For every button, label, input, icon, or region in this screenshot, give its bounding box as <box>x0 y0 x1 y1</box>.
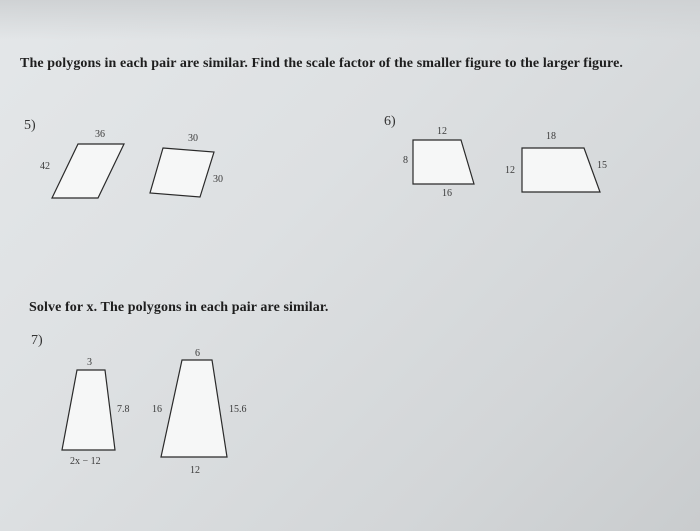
problem-5-number: 5) <box>24 118 36 133</box>
p5-b-top-label: 30 <box>188 133 198 144</box>
p5-b-right-label: 30 <box>213 174 223 185</box>
p7-a-bottom-label: 2x − 12 <box>70 456 101 467</box>
problem-6-number: 6) <box>384 114 396 129</box>
p6-b-right-label: 15 <box>597 160 607 171</box>
p7-b-left-label: 16 <box>152 404 162 415</box>
p6-b-top-label: 18 <box>546 131 556 142</box>
p6-a-bottom-label: 16 <box>442 188 452 199</box>
instruction-solve-for-x: Solve for x. The polygons in each pair are similar. <box>29 300 329 315</box>
p7-b-right-label: 15.6 <box>229 404 247 415</box>
p7-a-right-label: 7.8 <box>117 404 130 415</box>
p5-parallelogram-b <box>150 148 214 197</box>
p5-a-left-label: 42 <box>40 161 50 172</box>
p6-a-top-label: 12 <box>437 126 447 137</box>
p5-parallelogram-a <box>52 144 124 198</box>
p5-a-top-label: 36 <box>95 129 105 140</box>
p6-a-left-label: 8 <box>403 155 408 166</box>
instruction-scale-factor: The polygons in each pair are similar. Find the scale factor of the smaller figure to the larger figure. <box>20 56 624 71</box>
p6-trapezoid-b <box>522 148 600 192</box>
p7-trapezoid-a <box>62 370 115 450</box>
problem-7-number: 7) <box>31 333 43 348</box>
p7-a-top-label: 3 <box>87 357 92 368</box>
p7-b-top-label: 6 <box>195 348 200 359</box>
p7-b-bottom-label: 12 <box>190 465 200 476</box>
p6-trapezoid-a <box>413 140 474 184</box>
p7-trapezoid-b <box>161 360 227 457</box>
p6-b-left-label: 12 <box>505 165 515 176</box>
